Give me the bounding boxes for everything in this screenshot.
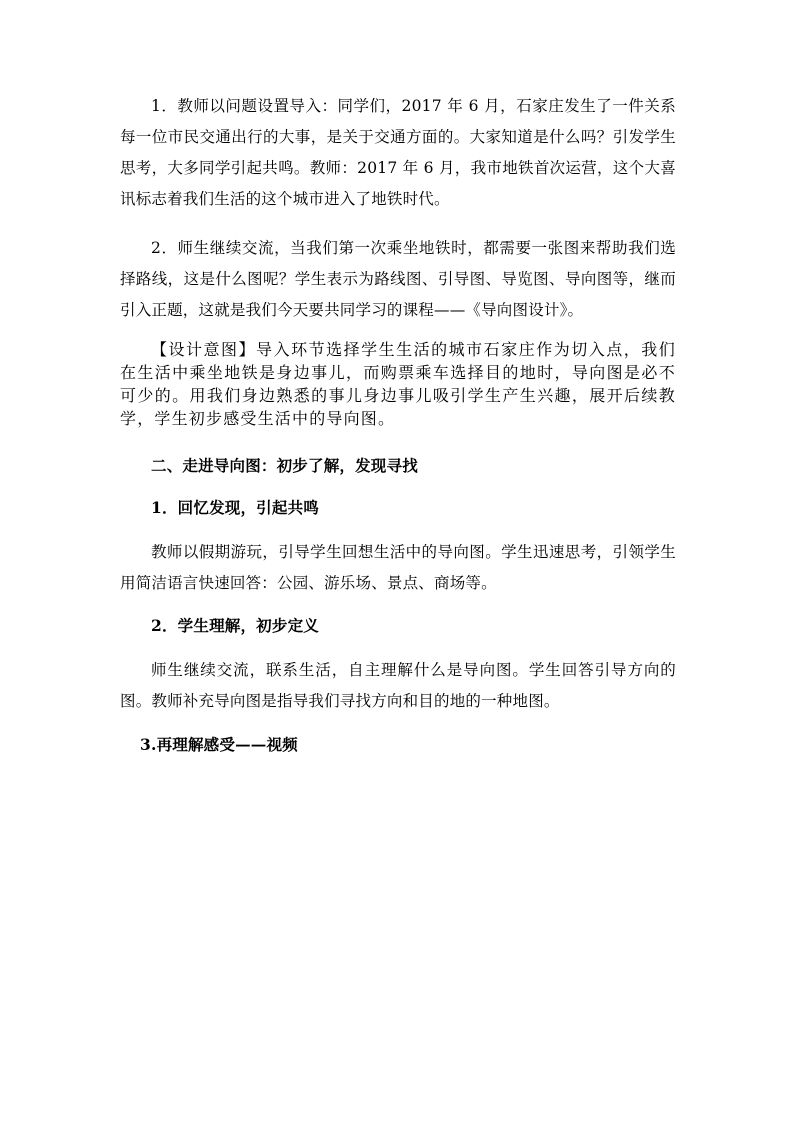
- paragraph-holiday-travel: 教师以假期游玩，引导学生回想生活中的导向图。学生迅速思考，引领学生用简洁语言快速回答：公园、游乐场、景点、商场等。: [120, 543, 676, 592]
- subheading-student-understanding: 2．学生理解，初步定义: [151, 616, 319, 635]
- paragraph-definition: 师生继续交流，联系生活，自主理解什么是导向图。学生回答引导方向的图。教师补充导向图是指导我们寻找方向和目的地的一种地图。: [120, 661, 676, 710]
- paragraph-design-intent: 【设计意图】导入环节选择学生生活的城市石家庄作为切入点，我们在生活中乘坐地铁是身边事儿，而购票乘车选择目的地时，导向图是必不可少的。用我们身边熟悉的事儿身边事儿吸引学生产生兴趣，展开后续教学，学生初步感受生活中的导向图。: [120, 340, 676, 428]
- section-heading-two: 二、走进导向图：初步了解，发现寻找: [151, 456, 418, 475]
- paragraph-intro-question: 1．教师以问题设置导入：同学们，2017 年 6 月，石家庄发生了一件关系每一位市民交通出行的大事，是关于交通方面的。大家知道是什么吗？引发学生思考，大多同学引起共鸣。教师：2017 年 6 月，我市地铁首次运营，这个大喜讯标志着我们生活的这个城市进入了地铁时代。: [120, 97, 676, 208]
- subheading-video: 3.再理解感受——视频: [140, 735, 298, 754]
- paragraph-continue-discussion: 2．师生继续交流，当我们第一次乘坐地铁时，都需要一张图来帮助我们选择路线，这是什么图呢？学生表示为路线图、引导图、导览图、导向图等，继而引入正题，这就是我们今天要共同学习的课程——《导向图设计》。: [120, 239, 676, 319]
- subheading-recall-discover: 1．回忆发现，引起共鸣: [151, 498, 319, 517]
